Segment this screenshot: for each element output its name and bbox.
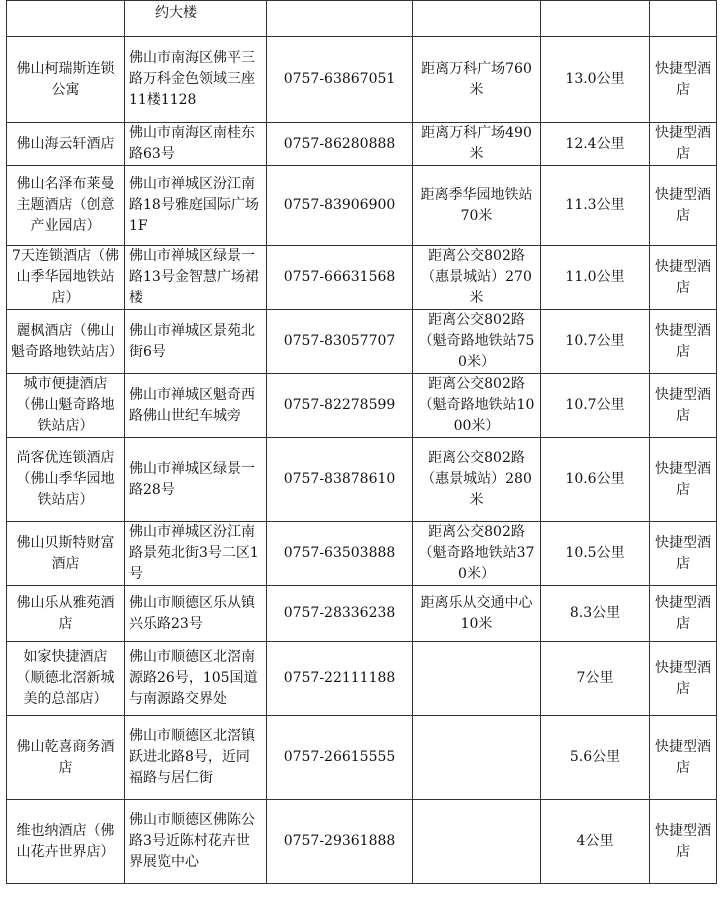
cell-distance [541, 123, 650, 166]
address-text: 佛山市顺德区北滘南源路26号，105国道与南源路交界处 [129, 649, 258, 707]
distance-text: 12.4公里 [565, 135, 625, 152]
address-text: 佛山市禅城区景苑北街6号 [129, 322, 255, 360]
cell-name [7, 800, 125, 884]
cell-name [7, 374, 125, 438]
phone-text: 0757-82278599 [283, 397, 396, 413]
type-text: 快捷型酒店 [655, 322, 711, 360]
cell-address [125, 586, 267, 642]
cell-address [125, 123, 267, 166]
cell-name [7, 522, 125, 586]
cell-address [125, 438, 267, 522]
table-row [7, 374, 717, 438]
cell-phone [267, 522, 413, 586]
name-text: 维也纳酒店（佛山花卉世界店） [16, 822, 115, 860]
cell-distance [541, 37, 650, 123]
table-row [7, 37, 717, 123]
cell-distance [541, 374, 650, 438]
cell-distance [541, 716, 650, 800]
cell-type [650, 123, 717, 166]
phone-text: 0757-86280888 [283, 135, 396, 152]
name-text: 佛山柯瑞斯连锁公寓 [16, 60, 115, 98]
address-text: 佛山市禅城区绿景一路13号金智慧广场裙楼 [129, 248, 259, 306]
distance-text: 13.0公里 [565, 71, 625, 87]
name-text: 如家快捷酒店（顺德北滘新城美的总部店） [16, 649, 115, 707]
cell-transport [413, 123, 541, 166]
cell-transport [413, 716, 541, 800]
address-text: 佛山市顺德区北滘镇跃进北路8号，近同福路与居仁街 [129, 728, 255, 786]
cell-phone [267, 37, 413, 123]
cell-transport [413, 586, 541, 642]
transport-text: 距离公交802路（惠景城站）270米 [421, 248, 532, 306]
address-text: 佛山市禅城区绿景一路28号 [129, 460, 255, 498]
address-text: 佛山市禅城区汾江南路景苑北街3号二区1号 [129, 524, 259, 582]
address-text: 佛山市顺德区乐从镇兴乐路23号 [129, 594, 255, 632]
type-text: 快捷型酒店 [655, 125, 711, 162]
distance-text: 10.7公里 [565, 333, 625, 349]
table-row [7, 800, 717, 884]
address-text: 约大楼 [155, 5, 197, 21]
table-row [7, 716, 717, 800]
cell-name [7, 438, 125, 522]
cell-type [650, 166, 717, 246]
cell-phone [267, 800, 413, 884]
cell-address [125, 374, 267, 438]
table-row [7, 586, 717, 642]
type-text: 快捷型酒店 [655, 386, 711, 424]
name-text: 佛山贝斯特财富酒店 [16, 534, 115, 572]
transport-text: 距离万科广场760米 [421, 60, 532, 98]
type-text: 快捷型酒店 [655, 738, 711, 776]
distance-text: 4公里 [576, 833, 614, 849]
cell-name [7, 642, 125, 716]
cell-name [7, 716, 125, 800]
type-text: 快捷型酒店 [655, 594, 711, 632]
phone-text: 0757-83906900 [283, 197, 396, 213]
cell-transport [413, 438, 541, 522]
phone-text: 0757-26615555 [283, 749, 396, 765]
cell-type [650, 642, 717, 716]
distance-text: 10.5公里 [565, 545, 625, 561]
cell-address [125, 642, 267, 716]
phone-text: 0757-83057707 [283, 333, 396, 349]
cell-type [650, 522, 717, 586]
cell-phone [267, 374, 413, 438]
hotel-table [6, 0, 717, 884]
table-row [7, 522, 717, 586]
transport-text: 距离季华园地铁站70米 [420, 186, 533, 224]
type-text: 快捷型酒店 [655, 659, 711, 697]
phone-text: 0757-83878610 [283, 471, 396, 487]
cell-distance [541, 586, 650, 642]
cell-phone [267, 166, 413, 246]
address-text: 佛山市禅城区魁奇西路佛山世纪车城旁 [129, 386, 255, 424]
cell-phone [267, 310, 413, 374]
type-text: 快捷型酒店 [655, 60, 711, 98]
name-text: 7天连锁酒店（佛山季华园地铁站店） [12, 248, 119, 306]
cell-address [125, 37, 267, 123]
cell-transport [413, 642, 541, 716]
address-text: 佛山市南海区南桂东路63号 [129, 125, 255, 162]
cell-phone [267, 246, 413, 310]
cell-address [125, 310, 267, 374]
cell-distance [541, 438, 650, 522]
cell-address [125, 522, 267, 586]
cell-name [7, 310, 125, 374]
type-text: 快捷型酒店 [655, 186, 711, 224]
phone-text: 0757-29361888 [283, 833, 396, 849]
phone-text: 0757-22111188 [283, 670, 396, 686]
cell-transport [413, 37, 541, 123]
cell-transport [413, 166, 541, 246]
cell-name [7, 1, 125, 37]
cell-type [650, 310, 717, 374]
name-text: 佛山乐从雅苑酒店 [16, 594, 115, 632]
cell-phone [267, 716, 413, 800]
transport-text: 距离乐从交通中心10米 [420, 594, 533, 632]
cell-transport [413, 310, 541, 374]
cell-type [650, 800, 717, 884]
transport-text: 距离公交802路（魁奇路地铁站750米） [418, 312, 535, 370]
transport-text: 距离公交802路（惠景城站）280米 [421, 450, 532, 508]
name-text: 尚客优连锁酒店（佛山季华园地铁站店） [16, 450, 115, 508]
address-text: 佛山市顺德区佛陈公路3号近陈村花卉世界展览中心 [129, 812, 255, 870]
phone-text: 0757-28336238 [283, 605, 396, 621]
cell-address [125, 246, 267, 310]
cell-transport [413, 246, 541, 310]
cell-type [650, 586, 717, 642]
cell-transport [413, 800, 541, 884]
distance-text: 7公里 [576, 670, 614, 686]
cell-transport [413, 374, 541, 438]
transport-text: 距离万科广场490米 [421, 125, 532, 162]
type-text: 快捷型酒店 [655, 822, 711, 860]
cell-address [125, 800, 267, 884]
cell-type [650, 246, 717, 310]
table-row [7, 642, 717, 716]
name-text: 城市便捷酒店（佛山魁奇路地铁站店） [16, 376, 115, 434]
distance-text: 8.3公里 [569, 605, 621, 621]
cell-phone [267, 1, 413, 37]
cell-type [650, 1, 717, 37]
cell-address [125, 716, 267, 800]
phone-text: 0757-63503888 [283, 545, 396, 561]
cell-type [650, 438, 717, 522]
cell-distance [541, 522, 650, 586]
type-text: 快捷型酒店 [655, 534, 711, 572]
cell-address [125, 1, 267, 37]
cell-name [7, 246, 125, 310]
name-text: 佛山乾喜商务酒店 [16, 738, 115, 776]
table-row [7, 246, 717, 310]
table-row [7, 438, 717, 522]
cell-distance [541, 642, 650, 716]
cell-distance [541, 800, 650, 884]
cell-phone [267, 438, 413, 522]
address-text: 佛山市禅城区汾江南路18号雅庭国际广场1F [129, 176, 259, 234]
distance-text: 10.7公里 [565, 397, 625, 413]
cell-distance [541, 310, 650, 374]
cell-address [125, 166, 267, 246]
distance-text: 5.6公里 [569, 749, 621, 765]
transport-text: 距离公交802路（魁奇路地铁站370米） [418, 524, 535, 582]
cell-type [650, 374, 717, 438]
type-text: 快捷型酒店 [655, 460, 711, 498]
name-text: 麗枫酒店（佛山魁奇路地铁站店） [11, 322, 123, 360]
cell-distance [541, 166, 650, 246]
cell-name [7, 166, 125, 246]
name-text: 佛山名泽布莱曼主题酒店（创意产业园店） [16, 176, 115, 234]
phone-text: 0757-66631568 [283, 269, 396, 285]
name-text: 佛山海云轩酒店 [16, 135, 115, 152]
cell-phone [267, 586, 413, 642]
cell-name [7, 123, 125, 166]
distance-text: 11.3公里 [565, 197, 625, 213]
cell-name [7, 37, 125, 123]
phone-text: 0757-63867051 [283, 71, 396, 87]
cell-distance [541, 246, 650, 310]
cell-type [650, 716, 717, 800]
table-row [7, 123, 717, 166]
cell-phone [267, 642, 413, 716]
table-row [7, 166, 717, 246]
cell-transport [413, 522, 541, 586]
distance-text: 11.0公里 [565, 269, 625, 285]
cell-distance [541, 1, 650, 37]
address-text: 佛山市南海区佛平三路万科金色领域三座11楼1128 [129, 50, 255, 108]
cell-type [650, 37, 717, 123]
cell-name [7, 586, 125, 642]
distance-text: 10.6公里 [565, 471, 625, 487]
table-row [7, 310, 717, 374]
transport-text: 距离公交802路（魁奇路地铁站1000米） [418, 376, 535, 434]
cell-phone [267, 123, 413, 166]
table-row-top [7, 1, 717, 37]
cell-transport [413, 1, 541, 37]
type-text: 快捷型酒店 [655, 258, 711, 296]
